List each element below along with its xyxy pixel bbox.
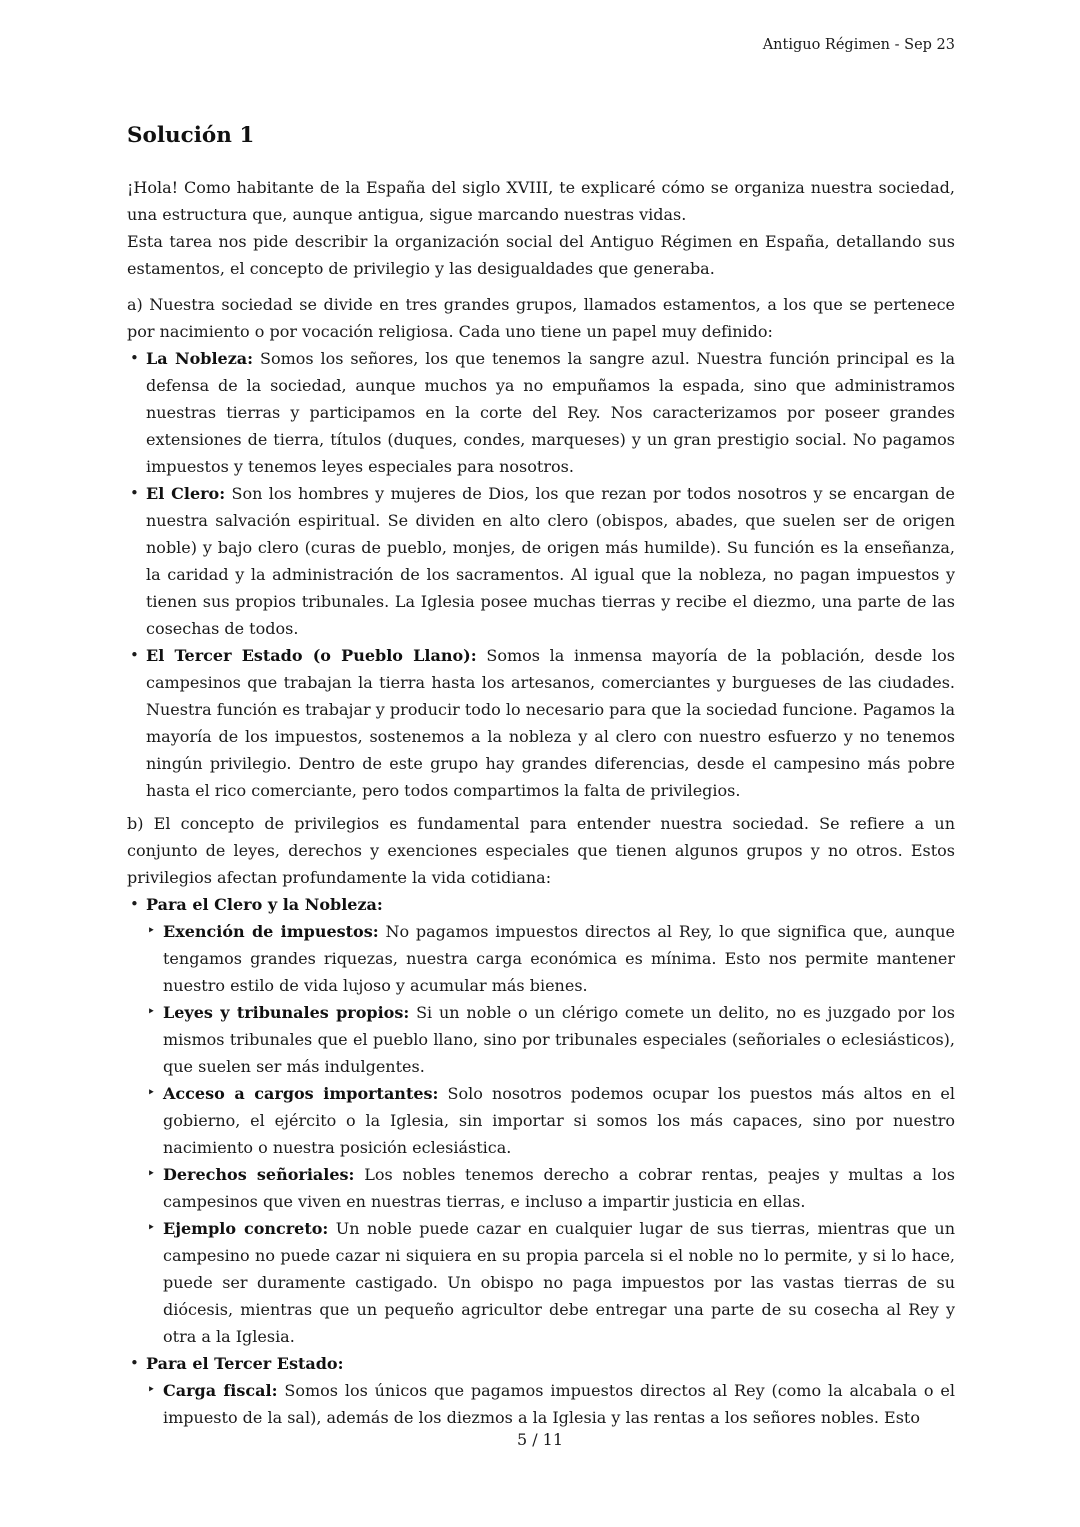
header-text: Antiguo Régimen - Sep 23: [762, 37, 955, 53]
list-item-body: [163, 1080, 955, 1161]
bullet-icon: •: [130, 895, 139, 913]
sublist-item-carga-fiscal: [146, 1377, 955, 1431]
list-item-tercer-estado-group: [127, 1350, 955, 1377]
section-a-intro: a) Nuestra sociedad se divide en tres grandes grupos, llamados estamentos, a los que se pertenece por nacimiento o por vocación religiosa. Cada uno tiene un papel muy definido:: [127, 295, 955, 341]
item-label: Leyes y tribunales propios:: [163, 1003, 410, 1022]
privileges-list: [127, 891, 955, 1431]
section-b-intro: b) El concepto de privilegios es fundamental para entender nuestra sociedad. Se refiere a un conjunto de leyes, derechos y exenciones especiales que tienen algunos grupos y no otros. Estos privilegios afectan profundamente la vida cotidiana:: [127, 814, 955, 887]
group-label: Para el Clero y la Nobleza:: [146, 895, 383, 914]
triangle-bullet-icon: ‣: [147, 1220, 156, 1236]
item-text: Los nobles tenemos derecho a cobrar rentas, peajes y multas a los campesinos que viven en nuestras tierras, e incluso a impartir justicia en ellas.: [163, 1165, 956, 1211]
triangle-bullet-icon: ‣: [147, 1166, 156, 1182]
list-item-body: [163, 918, 955, 999]
item-text: Solo nosotros podemos ocupar los puestos más altos en el gobierno, el ejército o la Iglesia, sin importar si somos los más capaces, sino por nuestro nacimiento o nuestra posición eclesiástica.: [163, 1084, 955, 1157]
intro-block: [127, 174, 955, 282]
item-label: Exención de impuestos:: [163, 922, 379, 941]
sublist-item-ejemplo-concreto: [146, 1215, 955, 1350]
bullet-icon: •: [130, 1354, 139, 1372]
item-text: Somos la inmensa mayoría de la población, desde los campesinos que trabajan la tierra hasta los artesanos, comerciantes y burgueses de las ciudades. Nuestra función es trabajar y producir todo lo necesario para que la sociedad funcione. Pagamos la mayoría de los impuestos, sostenemos a la nobleza y al clero con nuestro esfuerzo y no tenemos ningún privilegio. Dentro de este grupo hay grandes diferencias, desde el campesino más pobre hasta el rico comerciante, pero todos compartimos la falta de privilegios.: [146, 646, 955, 800]
page-header: [127, 0, 955, 55]
list-item-body: [163, 1377, 955, 1431]
item-text: Somos los señores, los que tenemos la sangre azul. Nuestra función principal es la defensa de la sociedad, aunque muchos ya no empuñamos la espada, sino que administramos nuestras tierras y participamos en la corte del Rey. Nos caracterizamos por poseer grandes extensiones de tierra, títulos (duques, condes, marqueses) y un gran prestigio social. No pagamos impuestos y tenemos leyes especiales para nosotros.: [146, 349, 956, 476]
item-text: Son los hombres y mujeres de Dios, los que rezan por todos nosotros y se encargan de nuestra salvación espiritual. Se dividen en alto clero (obispos, abades, que suelen ser de origen noble) y bajo clero (curas de pueblo, monjes, de origen más humilde). Su función es la enseñanza, la caridad y la administración de los sacramentos. Al igual que la nobleza, no pagan impuestos y tienen sus propios tribunales. La Iglesia posee muchas tierras y recibe el diezmo, una parte de las cosechas de todos.: [146, 484, 956, 638]
bullet-icon: •: [130, 484, 139, 502]
triangle-bullet-icon: ‣: [147, 1085, 156, 1101]
list-item-body: [146, 642, 955, 804]
item-label: La Nobleza:: [146, 349, 254, 368]
item-text: Si un noble o un clérigo comete un delito, no es juzgado por los mismos tribunales que el pueblo llano, sino por tribunales especiales (señoriales o eclesiásticos), que suelen ser más indulgentes.: [163, 1003, 955, 1076]
item-label: Carga fiscal:: [163, 1381, 278, 1400]
list-item-nobleza: [127, 345, 955, 480]
item-text: Un noble puede cazar en cualquier lugar de sus tierras, mientras que un campesino no puede cazar ni siquiera en su propia parcela si el noble no lo permite, y si lo hace, puede ser duramente castigado. Un obispo no paga impuestos por las vastas tierras de su diócesis, mientras que un pequeño agricultor debe entregar una parte de su cosecha al Rey y otra a la Iglesia.: [163, 1219, 956, 1346]
triangle-bullet-icon: ‣: [147, 923, 156, 939]
group-label: Para el Tercer Estado:: [146, 1354, 344, 1373]
list-item-body: [146, 891, 955, 918]
sublist-item-acceso-cargos: [146, 1080, 955, 1161]
item-label: Derechos señoriales:: [163, 1165, 355, 1184]
item-label: Ejemplo concreto:: [163, 1219, 329, 1238]
item-label: Acceso a cargos importantes:: [163, 1084, 439, 1103]
page-title: Solución 1: [127, 123, 255, 148]
item-text: Somos los únicos que pagamos impuestos directos al Rey (como la alcabala o el impuesto de la sal), además de los diezmos a la Iglesia y las rentas a los señores nobles. Esto: [163, 1381, 955, 1427]
list-item-clero-nobleza-group: [127, 891, 955, 918]
sublist-item-exencion: [146, 918, 955, 999]
list-item-clero: [127, 480, 955, 642]
triangle-bullet-icon: ‣: [147, 1004, 156, 1020]
intro-paragraph-1: ¡Hola! Como habitante de la España del siglo XVIII, te explicaré cómo se organiza nuestra sociedad, una estructura que, aunque antigua, sigue marcando nuestras vidas.: [127, 178, 955, 224]
list-item-body: [163, 999, 955, 1080]
intro-paragraph-2: Esta tarea nos pide describir la organización social del Antiguo Régimen en España, detallando sus estamentos, el concepto de privilegio y las desigualdades que generaba.: [127, 232, 955, 278]
sublist-item-derechos-senoriales: [146, 1161, 955, 1215]
bullet-icon: •: [130, 646, 139, 664]
list-item-body: [146, 480, 955, 642]
item-text: No pagamos impuestos directos al Rey, lo que significa que, aunque tengamos grandes riquezas, nuestra carga económica es mínima. Esto nos permite mantener nuestro estilo de vida lujoso y acumular más bienes.: [163, 922, 955, 995]
list-item-tercer-estado: [127, 642, 955, 804]
item-label: El Tercer Estado (o Pueblo Llano):: [146, 646, 477, 665]
list-item-body: [146, 345, 955, 480]
list-item-body: [163, 1161, 955, 1215]
estates-list: [127, 345, 955, 804]
bullet-icon: •: [130, 349, 139, 367]
sublist-item-leyes-tribunales: [146, 999, 955, 1080]
list-item-body: [146, 1350, 955, 1377]
page-number: 5 / 11: [516, 1430, 564, 1449]
list-item-body: [163, 1215, 955, 1350]
item-label: El Clero:: [146, 484, 226, 503]
triangle-bullet-icon: ‣: [147, 1382, 156, 1398]
